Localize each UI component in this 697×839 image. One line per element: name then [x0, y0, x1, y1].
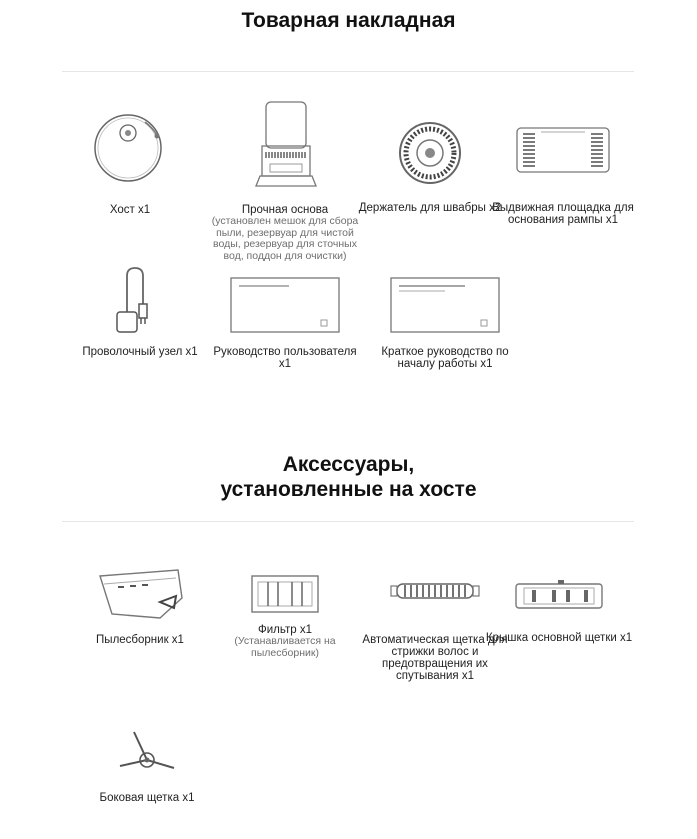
- item-label: Проволочный узел x1: [82, 346, 198, 358]
- quick-start-guide-icon: [385, 272, 505, 342]
- item-label: Выдвижная площадка для основания рампы x1: [492, 202, 634, 226]
- item-label: Крышка основной щетки x1: [485, 632, 633, 644]
- power-cord-icon: [105, 262, 175, 342]
- filter-icon: [240, 570, 330, 620]
- item-label: Фильтр x1: [258, 624, 312, 636]
- title-line-2: установленные на хосте: [220, 478, 477, 501]
- item-label: Пылесборник x1: [96, 634, 184, 646]
- ramp-platform-icon: [503, 108, 623, 198]
- item-note: (Устанавливается на пылесборник): [234, 635, 336, 659]
- divider: [62, 521, 634, 522]
- item-ramp-platform: [488, 108, 638, 226]
- item-side-brush: [72, 722, 222, 804]
- item-dustbin: [65, 562, 215, 646]
- item-mop-holder: [355, 108, 505, 214]
- item-label: Прочная основа: [241, 204, 329, 216]
- user-manual-icon: [225, 272, 345, 342]
- brush-cover-icon: [504, 572, 614, 628]
- item-note: (установлен мешок для сбора пыли, резервуар для чистой воды, резервуар для сточных вод, поддон для очистки): [211, 215, 359, 262]
- item-user-manual: [210, 272, 360, 370]
- item-quick-start-guide: [370, 272, 520, 370]
- item-label: Краткое руководство по началу работы x1: [381, 346, 509, 370]
- section-title-accessories: [0, 452, 697, 502]
- side-brush-icon: [102, 722, 192, 788]
- item-base-station: [210, 96, 360, 262]
- item-label: Руководство пользователя x1: [213, 346, 357, 370]
- title-line-1: Аксессуары,: [282, 453, 415, 476]
- item-label: Автоматическая щетка для стрижки волос и предотвращения их спутывания x1: [362, 634, 508, 682]
- item-power-cord: [65, 262, 215, 358]
- item-label: Боковая щетка x1: [99, 792, 195, 804]
- dustbin-icon: [90, 562, 190, 630]
- item-filter: [210, 570, 360, 659]
- item-label: Держатель для швабры x2: [358, 202, 502, 214]
- divider: [62, 71, 634, 72]
- mop-holder-icon: [390, 108, 470, 198]
- section-title-packing-list: Товарная накладная: [241, 9, 456, 32]
- robot-vacuum-icon: [85, 100, 175, 200]
- item-host: [55, 100, 205, 216]
- main-brush-icon: [385, 574, 485, 630]
- item-label: Хост x1: [109, 204, 151, 216]
- base-station-icon: [240, 96, 330, 200]
- item-brush-cover: [484, 572, 634, 644]
